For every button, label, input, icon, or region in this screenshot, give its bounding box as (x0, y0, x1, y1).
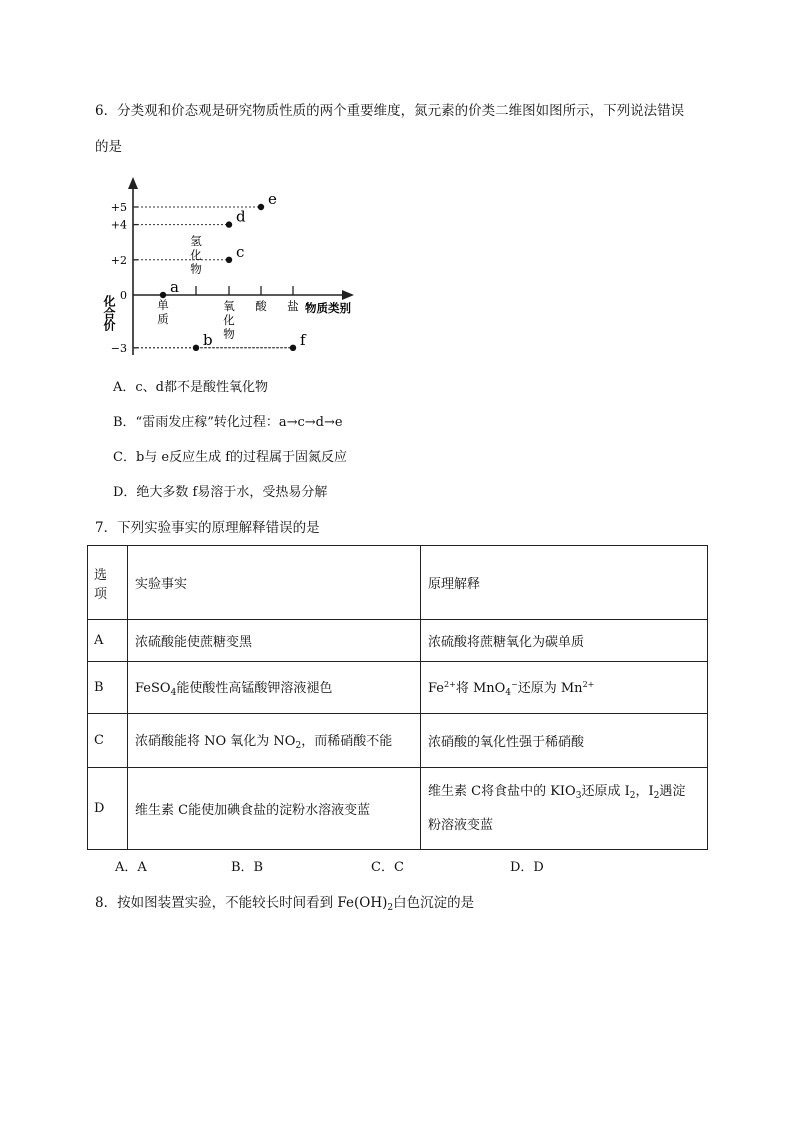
category-label: 酸 (255, 299, 267, 313)
category-label: 化 (223, 313, 235, 327)
x-axis-arrow (342, 290, 354, 300)
category-label: 单 (157, 298, 169, 312)
category-label: 质 (157, 312, 169, 326)
category-label: 化 (190, 248, 202, 262)
valence-category-diagram (95, 175, 395, 375)
q7-answer-a: A．A (115, 860, 147, 875)
q8-stem: 8．按如图装置实验，不能较长时间看到 $Fe(OH)_2$白色沉淀的是 (95, 895, 475, 913)
q6-option-c: C．b与 e反应生成 f的过程属于固氮反应 (113, 450, 348, 465)
q7-answer-b: B．B (231, 860, 264, 875)
axis-ticks (133, 207, 293, 348)
q6-option-b: B．“雷雨发庄稼”转化过程：a→c→d→e (113, 415, 343, 430)
point-label-d: d (236, 207, 246, 226)
point-b (193, 345, 199, 351)
point-f (290, 345, 296, 351)
point-e (258, 204, 264, 210)
category-label: 氧 (223, 299, 235, 313)
valence-label: +5 (110, 201, 127, 214)
category-label: 物 (223, 327, 235, 341)
point-label-a: a (170, 278, 179, 296)
valence-label: +2 (110, 253, 127, 267)
dotted-guides (133, 207, 293, 348)
q7-stem: 7．下列实验事实的原理解释错误的是 (95, 520, 320, 536)
y-axis-arrow (128, 177, 138, 189)
category-label: 物 (190, 262, 202, 276)
point-c (226, 257, 232, 263)
table-header-row (88, 546, 708, 620)
q6-option-a: A．c、d都不是酸性氧化物 (113, 380, 268, 395)
q6-stem-line1: 6．分类观和价态观是研究物质性质的两个重要维度，氮元素的价类二维图如图所示，下列说法错误 (95, 103, 685, 119)
q6-stem-line2: 的是 (95, 139, 122, 155)
point-d (226, 221, 232, 227)
header-explain: 原理解释 (421, 546, 708, 620)
q7-answer-c: C．C (371, 860, 404, 875)
table-row: B FeSO$_4$能使酸性高锰酸钾溶液褪色 $Fe^{2+}$将 MnO$_4$−还原为 $Mn^{2+}$ (88, 662, 708, 714)
table-row: C 浓硝酸能将 NO 氧化为 $NO_2$，而稀硝酸不能 浓硝酸的氧化性强于稀硝酸 (88, 714, 708, 768)
valence-label: 0 (120, 289, 127, 302)
category-label: 氢 (190, 234, 202, 248)
q7-table (87, 545, 708, 850)
point-a (160, 292, 166, 298)
point-label-e: e (268, 190, 277, 208)
valence-label: +4 (110, 218, 127, 232)
table-row: D 维生素 C能使加碘食盐的淀粉水溶液变蓝 维生素 C将食盐中的 $KIO_3$还原成 $I_2$，$I_2$遇淀 粉溶液变蓝 (88, 768, 708, 850)
y-axis-label: 化合价 (102, 295, 116, 331)
point-label-f: f (300, 330, 306, 349)
header-option: 选 项 (88, 546, 128, 620)
valence-labels (111, 201, 127, 355)
q6-option-d: D．绝大多数 f易溶于水，受热易分解 (113, 485, 328, 500)
q7-answer-d: D．D (510, 860, 544, 875)
valence-label: −3 (110, 341, 127, 355)
x-axis-label: 物质类别 (305, 301, 351, 315)
point-label-c: c (236, 242, 245, 261)
header-fact: 实验事实 (128, 546, 421, 620)
table-row: A 浓硫酸能使蔗糖变黑 浓硫酸将蔗糖氧化为碳单质 (88, 620, 708, 662)
point-label-b: b (203, 330, 213, 349)
category-label: 盐 (287, 299, 299, 313)
